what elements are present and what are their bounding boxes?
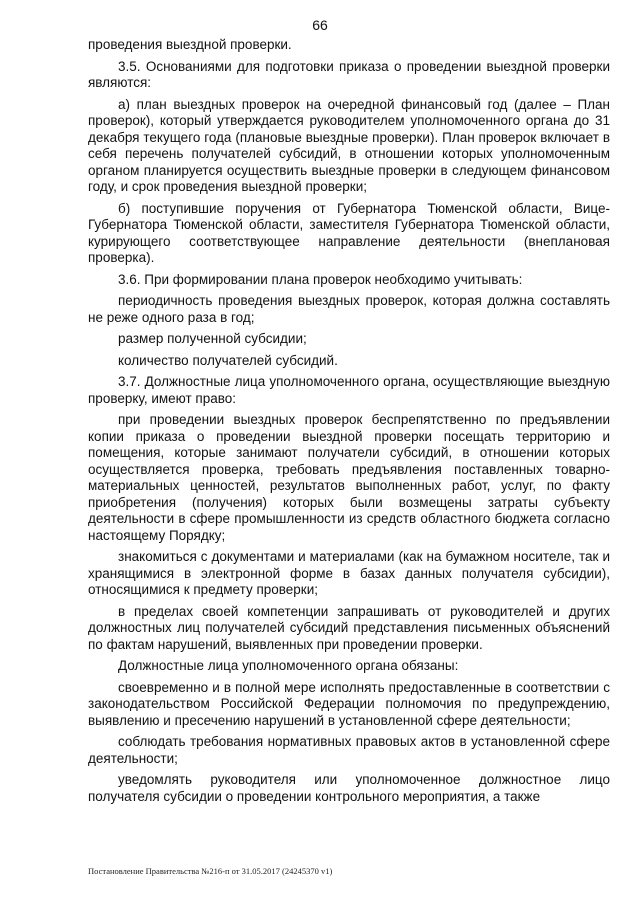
- page-number: 66: [312, 17, 328, 33]
- paragraph: своевременно и в полной мере исполнять предоставленные в соответствии с законодательством Российской Федерации полномочия по предупреждению, выявлению и пресечению нарушений в установленной сфере деятельности;: [88, 679, 610, 728]
- paragraph: соблюдать требования нормативных правовых актов в установленной сфере деятельности;: [88, 734, 610, 766]
- paragraph: б) поступившие поручения от Губернатора Тюменской области, Вице-Губернатора Тюменской области, заместителя Губернатора Тюменской области, курирующего соответствующее направление деятельности (внеплановая проверка).: [88, 200, 610, 265]
- paragraph: в пределах своей компетенции запрашивать от руководителей и других должностных лиц получателей субсидий представления письменных объяснений по фактам нарушений, выявленных при проведении проверки.: [88, 603, 610, 652]
- paragraph: 3.5. Основаниями для подготовки приказа о проведении выездной проверки являются:: [88, 58, 610, 90]
- paragraph: Должностные лица уполномоченного органа обязаны:: [118, 658, 459, 673]
- paragraph: а) план выездных проверок на очередной финансовый год (далее – План проверок), который утверждается руководителем уполномоченного органа до 31 декабря текущего года (плановые выездные проверки). План проверок включает в себя перечень получателей субсидий, в отношении которых уполномоченным органом планируется осуществить выездные проверки в следующем финансовом году, и срок проведения выездной проверки;: [88, 96, 610, 194]
- paragraph: знакомиться с документами и материалами (как на бумажном носителе, так и хранящимися в электронной форме в базах данных получателя субсидии), относящимися к предмету проверки;: [88, 549, 610, 597]
- document-body: [88, 37, 610, 810]
- document-footer: Постановление Правительства №216-п от 31.05.2017 (24245370 v1): [88, 866, 333, 876]
- paragraph: проведения выездной проверки.: [88, 37, 292, 52]
- paragraph: количество получателей субсидий.: [118, 352, 338, 368]
- paragraph: размер полученной субсидии;: [118, 331, 307, 346]
- paragraph: уведомлять руководителя или уполномоченное должностное лицо получателя субсидии о проведении контрольного мероприятия, а также: [88, 772, 610, 804]
- paragraph: при проведении выездных проверок беспрепятственно по предъявлении копии приказа о проведении выездной проверки посещать территорию и помещения, которые занимают получатели субсидий, в отношении которых осуществляется проверка, требовать предъявления поставленных товарно-материальных ценностей, результатов выполненных работ, услуг, по факту приобретения (получения) которых были возмещены затраты субъекту деятельности в сфере промышленности из средств областного бюджета согласно настоящему Порядку;: [88, 412, 610, 543]
- paragraph: 3.7. Должностные лица уполномоченного органа, осуществляющие выездную проверку, имеют право:: [88, 374, 610, 406]
- paragraph: периодичность проведения выездных проверок, которая должна составлять не реже одного раза в год;: [88, 293, 610, 325]
- paragraph: 3.6. При формировании плана проверок необходимо учитывать:: [118, 271, 523, 287]
